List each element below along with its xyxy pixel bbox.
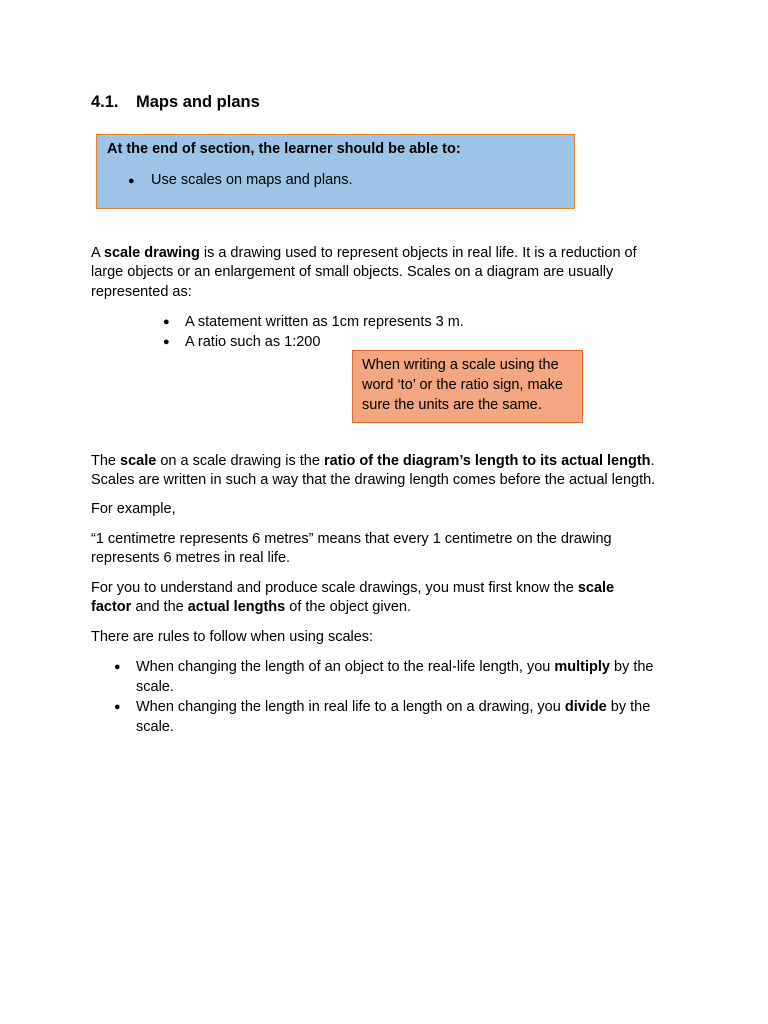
rules-intro: There are rules to follow when using scales: xyxy=(91,629,374,645)
definition-line-1 xyxy=(91,452,655,472)
term-ratio: ratio of the diagram’s length to its actual length xyxy=(323,453,651,469)
section-number: 4.1. xyxy=(91,93,119,111)
example-intro: For example, xyxy=(91,501,176,517)
understand-text: For you to understand and produce scale drawings, you must first know the xyxy=(91,580,578,596)
term-divide: divide xyxy=(564,699,607,715)
rule-text: When changing the length in real life to a length on a drawing, you xyxy=(136,699,565,715)
rule-item-1-line-2: scale. xyxy=(136,679,174,695)
bullet-icon: ● xyxy=(114,701,121,713)
bullet-icon: ● xyxy=(128,175,135,187)
term-scale: scale xyxy=(120,453,157,469)
rule-text: by the xyxy=(606,699,651,715)
intro-text: A xyxy=(91,245,104,261)
term-actual-lengths: actual lengths xyxy=(187,599,286,615)
rule-item-1-line-1 xyxy=(136,658,654,678)
scale-form-item: A statement written as 1cm represents 3 m. xyxy=(185,314,464,330)
definition-text: The xyxy=(91,453,121,469)
rule-text: by the xyxy=(609,659,654,675)
section-heading xyxy=(91,93,260,112)
objective-item: Use scales on maps and plans. xyxy=(151,172,353,188)
intro-line-1 xyxy=(91,244,637,264)
units-note-box xyxy=(352,350,583,423)
example-line-1: “1 centimetre represents 6 metres” means that every 1 centimetre on the drawing xyxy=(91,531,612,547)
rule-text: When changing the length of an object to the real-life length, you xyxy=(136,659,555,675)
objectives-title: At the end of section, the learner should be able to: xyxy=(107,141,461,157)
bullet-icon: ● xyxy=(163,316,170,328)
learning-objectives-box xyxy=(96,134,575,209)
rule-item-2-line-1 xyxy=(136,698,650,718)
note-line: When writing a scale using the xyxy=(362,357,559,373)
note-line: sure the units are the same. xyxy=(362,397,542,413)
section-title: Maps and plans xyxy=(136,93,260,111)
understand-line-1 xyxy=(91,579,614,599)
definition-text: on a scale drawing is the xyxy=(156,453,324,469)
intro-line-3: represented as: xyxy=(91,284,192,300)
definition-text: . xyxy=(650,453,655,469)
term-multiply: multiply xyxy=(554,659,610,675)
understand-line-2 xyxy=(91,598,411,618)
term-factor: factor xyxy=(91,599,132,615)
bullet-icon: ● xyxy=(114,661,121,673)
term-scale: scale xyxy=(577,580,615,596)
intro-line-2: large objects or an enlargement of small objects. Scales on a diagram are usually xyxy=(91,264,614,280)
bullet-icon: ● xyxy=(163,336,170,348)
example-line-2: represents 6 metres in real life. xyxy=(91,550,291,566)
definition-line-2: Scales are written in such a way that the drawing length comes before the actual length. xyxy=(91,472,656,488)
rule-item-2-line-2: scale. xyxy=(136,719,174,735)
term-scale-drawing: scale drawing xyxy=(103,245,200,261)
understand-text: and the xyxy=(131,599,188,615)
intro-text: is a drawing used to represent objects in real life. It is a reduction of xyxy=(199,245,637,261)
note-line: word ‘to’ or the ratio sign, make xyxy=(362,377,563,393)
understand-text: of the object given. xyxy=(285,599,411,615)
scale-form-item: A ratio such as 1:200 xyxy=(185,334,321,350)
